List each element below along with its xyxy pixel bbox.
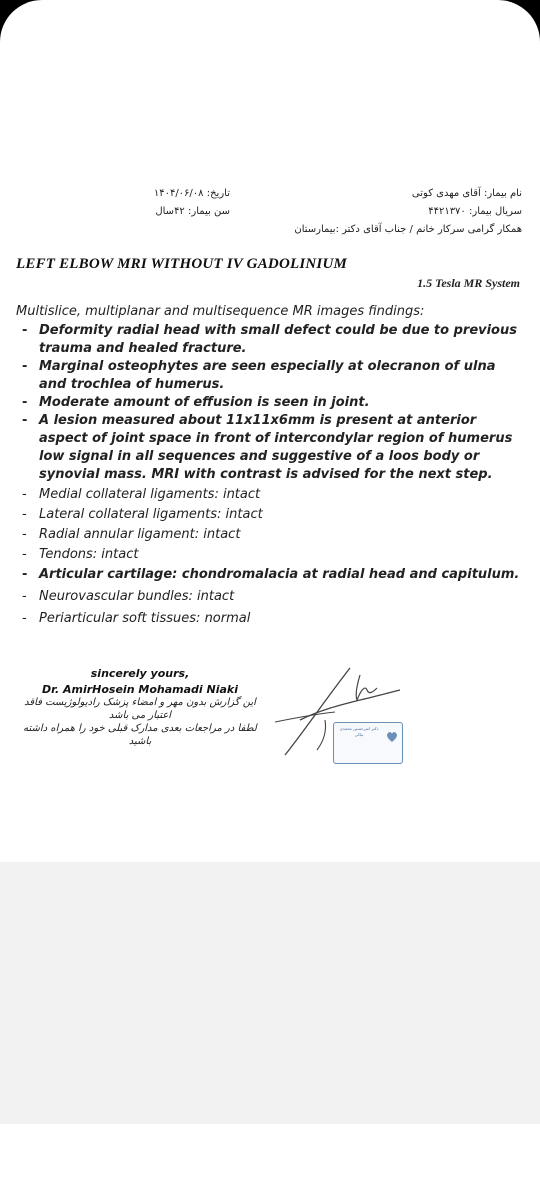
- finding-text: Deformity radial head with small defect could be due to previous trauma and healed fracture.: [39, 323, 517, 356]
- finding-text: Moderate amount of effusion is seen in joint.: [39, 395, 370, 410]
- bullet-dash: -: [22, 323, 28, 338]
- finding-text: Tendons: intact: [39, 547, 139, 562]
- mr-system: 1.5 Tesla MR System: [417, 276, 520, 290]
- heart-icon: [385, 730, 399, 744]
- finding-text: Medial collateral ligaments: intact: [39, 487, 261, 502]
- finding-item: [20, 358, 522, 394]
- finding-item: [20, 412, 522, 484]
- validity-note: [14, 696, 266, 748]
- bullet-dash: -: [22, 413, 28, 428]
- finding-item: [20, 588, 522, 606]
- doctor-name: Dr. AmirHosein Mohamadi Niaki: [42, 683, 238, 696]
- report-date: تاریخ: ۱۴۰۴/۰۶/۰۸: [153, 188, 230, 199]
- finding-text: Articular cartilage: chondromalacia at radial head and capitulum.: [39, 567, 520, 582]
- closing-text: sincerely yours,: [90, 667, 190, 680]
- referrer-line: همکار گرامی سرکار خانم / جناب آقای دکتر :بیمارستان: [294, 224, 522, 235]
- patient-name: نام بیمار: آقای مهدی کوتی: [411, 188, 522, 199]
- finding-item: [20, 322, 522, 358]
- finding-item: [20, 486, 522, 504]
- bullet-dash: -: [22, 547, 27, 562]
- finding-item: [20, 566, 522, 584]
- stamp-text: دکتر امیرحسین محمدی نیاکی: [339, 726, 379, 737]
- empty-area: [0, 862, 540, 1124]
- records-note-line: لطفا در مراجعات بعدی مدارک قبلی خود را همراه داشته باشید: [23, 723, 257, 747]
- finding-text: Periarticular soft tissues: normal: [39, 611, 251, 626]
- findings-intro: Multislice, multiplanar and multisequence MR images findings:: [16, 304, 425, 319]
- finding-text: A lesion measured about 11x11x6mm is present at anterior aspect of joint space in front of intercondylar region of humerus low signal in all sequences and suggestive of a loos body or synovial mass. MRI with contrast is advised for the next step.: [39, 413, 513, 482]
- bullet-dash: -: [22, 567, 28, 582]
- bullet-dash: -: [22, 507, 27, 522]
- signature-block: [14, 666, 266, 698]
- bullet-dash: -: [22, 359, 28, 374]
- validity-note-line: این گزارش بدون مهر و امضاء پزشک رادیولوژیست فاقد اعتبار می باشد: [24, 697, 256, 721]
- report-title: LEFT ELBOW MRI WITHOUT IV GADOLINIUM: [16, 256, 348, 272]
- findings-list: [20, 322, 522, 628]
- bullet-dash: -: [22, 395, 28, 410]
- finding-item: [20, 610, 522, 628]
- finding-item: [20, 506, 522, 524]
- bullet-dash: -: [22, 487, 27, 502]
- patient-age: سن بیمار: ۴۲سال: [155, 206, 230, 217]
- finding-item: [20, 394, 522, 412]
- bottom-bar: [0, 1124, 540, 1200]
- doctor-stamp: [333, 722, 403, 764]
- finding-text: Radial annular ligament: intact: [39, 527, 241, 542]
- date-info: [120, 185, 230, 221]
- bullet-dash: -: [22, 611, 27, 626]
- finding-item: [20, 526, 522, 544]
- patient-info: [262, 185, 522, 239]
- finding-text: Lateral collateral ligaments: intact: [39, 507, 263, 522]
- patient-serial: سریال بیمار: ۴۴۲۱۳۷۰: [428, 206, 522, 217]
- bullet-dash: -: [22, 527, 27, 542]
- finding-text: Neurovascular bundles: intact: [39, 589, 235, 604]
- finding-text: Marginal osteophytes are seen especially at olecranon of ulna and trochlea of humerus.: [39, 359, 496, 392]
- finding-item: [20, 546, 522, 564]
- bullet-dash: -: [22, 589, 27, 604]
